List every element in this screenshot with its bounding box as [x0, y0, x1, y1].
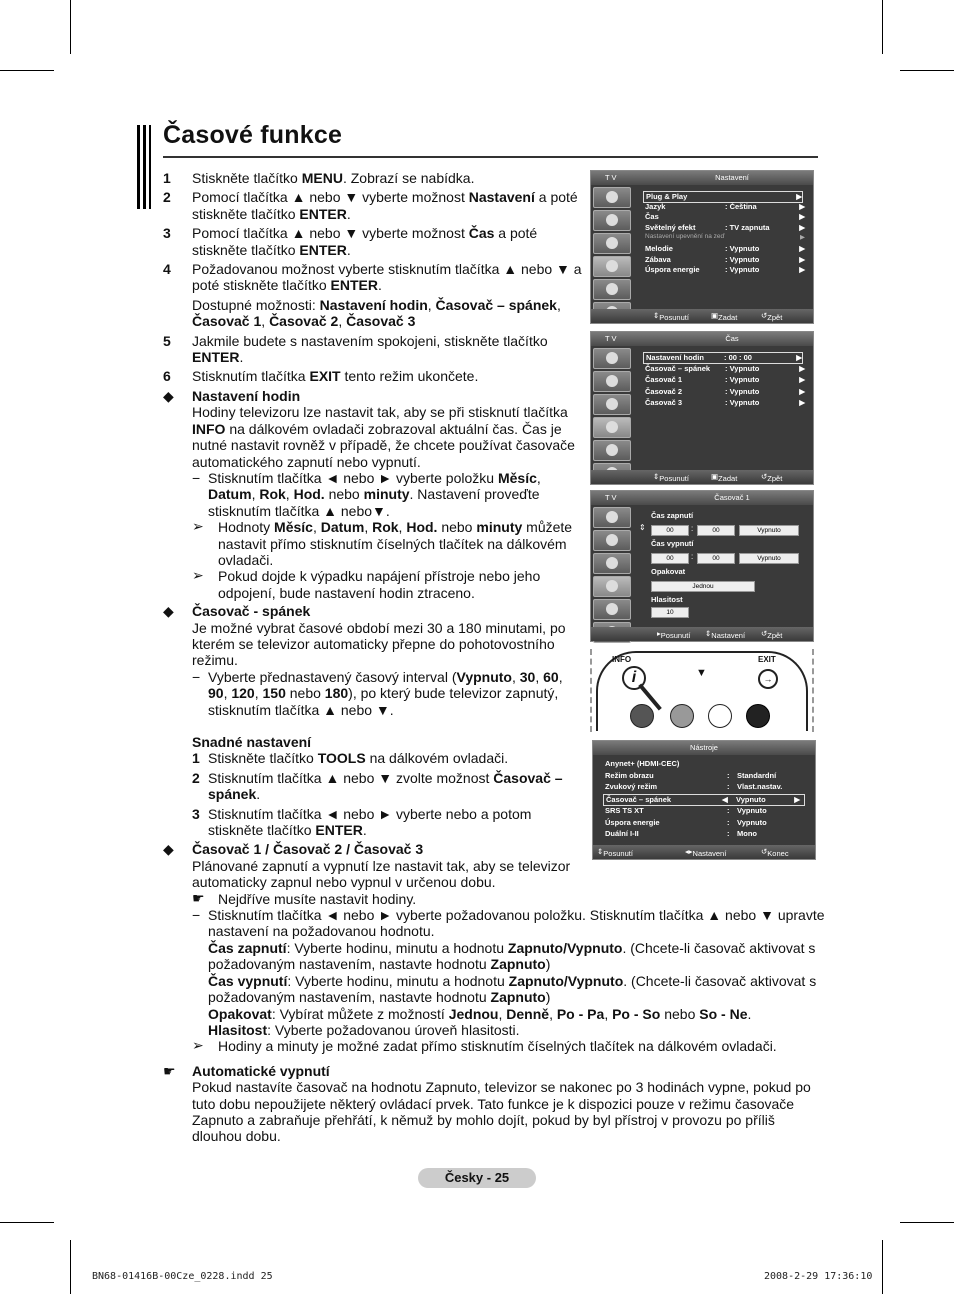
arrow-right-icon: ▶ [799, 212, 805, 222]
return-icon: ↺ Zpět [761, 629, 783, 640]
arrow-right-icon: ▶ [796, 353, 802, 362]
arrow-note-icon: ➢ [192, 567, 204, 584]
yellow-button [708, 704, 732, 728]
red-button [630, 704, 654, 728]
menu-item[interactable]: Zábava : Vypnuto ▶ [645, 254, 805, 264]
note: ➢ Hodnoty Měsíc, Datum, Rok, Hod. nebo minuty můžete nastavit přímo stisknutím číselných tlačítek na dálkovém ovladači. [192, 518, 573, 568]
menu-item[interactable]: Čas ▶ [645, 212, 805, 222]
menu-item[interactable]: Plug & Play ▶ [643, 191, 803, 203]
setup-icon [593, 256, 631, 277]
menu-item[interactable]: Časovač – spánek Vypnuto ◀ ▶ [603, 794, 805, 806]
menu-item[interactable]: Úspora energie : Vypnuto ▶ [645, 265, 805, 275]
section-body: Plánované zapnutí a vypnutí lze nastavit tak, aby se televizor automaticky zapnul nebo vypnul v určenou dobu. [192, 857, 571, 891]
arrow-note-icon: ➢ [192, 1037, 204, 1054]
picture-icon [593, 348, 631, 369]
section-body: Hodiny televizoru lze nastavit tak, aby se při stisknutí tlačítka INFO na dálkovém ovladači zobrazoval aktuální čas. Čas je nutné nastavit rovněž v případě, že chcete používat časovače automatického zapnutí nebo vypnutí. [192, 404, 575, 470]
crop-mark [900, 1222, 954, 1223]
channel-icon [593, 553, 631, 574]
snadne-step: 1 Stiskněte tlačítko TOOLS na dálkovém ovladači. [192, 750, 509, 767]
page-number: Česky - 25 [418, 1168, 536, 1188]
page-title: Časové funkce [163, 121, 343, 149]
section-body: Je možné vybrat časové období mezi 30 a 180 minutami, po kterém se televizor automaticky přepne do pohotovostního režimu. [192, 619, 566, 669]
section-body: Pokud nastavíte časovač na hodnotu Zapnuto, televizor se nakonec po 3 hodinách vypne, pokud po tuto dobu nepoužijete některý ovládací prvek. Tato funkce je k dispozici pouze v režimu časovače Zapnuto a zabraňuje přehřátí, k němuž by mohlo dojít, pokud by byl přístroj v provozu po příliš dlouhou dobu. [192, 1079, 811, 1145]
menu-item[interactable]: Časovač 2 : Vypnuto ▶ [645, 386, 805, 396]
info-label: INFO [612, 655, 632, 664]
adjust-icon: ⇕ Nastavení [705, 629, 746, 640]
return-icon: ↺ Zpět [761, 311, 783, 322]
arrow-right-icon: ▶ [796, 192, 802, 201]
diamond-bullet-icon: ◆ [163, 841, 174, 858]
crop-mark [0, 1222, 54, 1223]
picture-icon [593, 187, 631, 208]
step-item: 3 Pomocí tlačítka ▲ nebo ▼ vyberte možnost Čas a poté stiskněte tlačítko ENTER. [163, 225, 538, 258]
down-arrow-icon: ▼ [696, 667, 707, 679]
steps-list [163, 170, 583, 385]
menu-item[interactable]: Úspora energie Vypnuto : [605, 817, 767, 827]
crop-mark [900, 70, 954, 71]
arrow-right-icon: ▶ [799, 265, 805, 275]
step-item: Dostupné možnosti: Nastavení hodin, Časovač – spánek, Časovač 1, Časovač 2, Časovač 3 [192, 296, 561, 330]
arrow-right-icon: ▶ [799, 222, 805, 232]
input-icon [593, 440, 631, 461]
section-hodiny [163, 388, 583, 601]
sub-item: − Stisknutím tlačítka ◄ nebo ► vyberte požadovanou položku. Stisknutím tlačítka ▲ nebo ▼ upravte nastavení na požadovanou hodnotu. Čas zapnutí: Vyberte hodinu, minutu a hodnotu Zapnuto/Vypnuto. (Chcete-li časovač aktivovat s požadovaným nastavením, nastavte hodnotu Zapnuto) Čas vypnutí: Vyberte hodinu, minutu a hodnotu Zapnuto/Vypnuto. (Chcete-li časovač aktivovat s požadovaným nastavením, nastavte hodnotu Zapnuto) Opakovat: Vybírat můžete z možností Jednou, Denně, Po - Pa, Po - So nebo So - Ne. Hlasitost: Vyberte požadovanou úroveň hlasitosti. [192, 907, 825, 1038]
arrow-right-icon: ▶ [799, 363, 805, 373]
adjust-icon: ◂▸ Nastavení [685, 847, 727, 858]
menu-item[interactable]: SRS TS XT Vypnuto : [605, 805, 767, 815]
menu-item[interactable]: Duální I-II Mono : [605, 829, 757, 839]
note-hand: ☛ Nejdříve musíte nastavit hodiny. [192, 889, 417, 907]
arrow-right-icon: ▶ [799, 254, 805, 264]
menu-item[interactable]: Časovač 1 : Vypnuto ▶ [645, 375, 805, 384]
move-icon: ⇕ Posunutí [597, 847, 633, 858]
input-icon [593, 279, 631, 300]
note: ➢ Pokud dojde k výpadku napájení přístroje nebo jeho odpojení, bude nastavení hodin ztraceno. [192, 567, 541, 601]
menu-item[interactable]: Jazyk : Čeština ▶ [645, 201, 805, 211]
sound-icon [593, 210, 631, 231]
menu-item[interactable]: Časovač 3 : Vypnuto ▶ [645, 398, 805, 407]
menu-item[interactable]: Časovač – spánek : Vypnuto ▶ [645, 363, 805, 373]
channel-icon [593, 233, 631, 254]
move-icon: ▸ Posunutí [657, 629, 691, 640]
arrow-right-icon: ▶ [799, 201, 805, 211]
move-icon: ⇕ Posunutí [653, 472, 689, 483]
footer-file: BN68-01416B-00Cze_0228.indd 25 [92, 1271, 273, 1282]
sub-item: − Stisknutím tlačítka ◄ nebo ► vyberte položku Měsíc, Datum, Rok, Hod. nebo minuty. Nastavení proveďte stisknutím tlačítka ▲ nebo▼. [192, 469, 541, 519]
step-item: 6 Stisknutím tlačítka EXIT tento režim ukončete. [163, 368, 479, 385]
snadne-step: 3 Stisknutím tlačítka ◄ nebo ► vyberte nebo a potom stiskněte tlačítko ENTER. [192, 805, 532, 839]
title-rule [163, 156, 818, 158]
move-icon: ⇕ Posunutí [653, 311, 689, 322]
osd-menu-nastaveni: T V Nastavení Plug & Play ▶ Jazyk : Čeština ▶ Čas ▶ Světelný efekt : TV zapnuta ▶ Nastavení upevnění na zeď ▶ Melodie : Vypnuto ▶ Zábava : Vypnuto ▶ Úspora energie : Vypnuto ▶ ⇕ Posunutí ▣ Zadat ↺ Zpět [590, 170, 814, 324]
exit-label: EXIT [758, 655, 776, 664]
updown-icon: ⇕ [639, 523, 646, 532]
menu-item[interactable]: Režim obrazu Standardní : [605, 770, 777, 780]
arrow-right-icon: ▶ [799, 375, 805, 384]
sub-item: − Vyberte přednastavený časový interval (Vypnuto, 30, 60, 90, 120, 150 nebo 180), po který bude televizor zapnutý, stisknutím tlačítka ▲ nebo ▼. [192, 668, 563, 718]
section-auto [163, 1063, 812, 1145]
setup-icon [593, 576, 631, 597]
blue-button [746, 704, 770, 728]
picture-icon [593, 507, 631, 528]
osd-menu-casovac1: T V Časovač 1 Čas zapnutí ⇕ 00 : 00 Vypnuto Čas vypnutí 00 : 00 Vypnuto Opakovat Jednou Hlasitost 10 ▸ Posunutí ⇕ Nastavení ↺ Zpět [590, 490, 814, 642]
enter-icon: ▣ Zadat [711, 311, 738, 322]
remote-illustration [590, 649, 814, 732]
diamond-bullet-icon: ◆ [163, 387, 174, 404]
step-item: 2 Pomocí tlačítka ▲ nebo ▼ vyberte možnost Nastavení a poté stiskněte tlačítko ENTER. [163, 189, 578, 222]
hand-pointer-icon: ☛ [192, 889, 205, 906]
enter-icon: ▣ Zadat [711, 472, 738, 483]
input-icon [593, 599, 631, 620]
exit-button-icon: → [758, 669, 778, 689]
step-item: 1 Stiskněte tlačítko MENU. Zobrazí se nabídka. [163, 170, 475, 186]
hand-pointer-icon: ☛ [163, 1062, 176, 1079]
return-icon: ↺ Zpět [761, 472, 783, 483]
channel-icon [593, 394, 631, 415]
arrow-right-icon: ▶ [799, 398, 805, 407]
footer-date: 2008-2-29 17:36:10 [764, 1271, 873, 1282]
crop-mark [70, 1240, 71, 1294]
step-item: 4 Požadovanou možnost vyberte stisknutím tlačítka ▲ nebo ▼ a poté stiskněte tlačítko ENTER. [163, 261, 582, 294]
arrow-right-icon: ▶ [799, 244, 805, 253]
crop-mark [0, 70, 54, 71]
section-casovac [163, 841, 842, 1054]
arrow-note-icon: ➢ [192, 518, 204, 535]
snadne-heading: Snadné nastavení [192, 734, 312, 750]
osd-menu-nastroje: Nástroje Anynet+ (HDMI-CEC) Režim obrazu Standardní : Zvukový režim Vlast.nastav. : Časovač – spánek Vypnuto ◀ ▶ SRS TS XT Vypnuto : Úspora energie Vypnuto : Duální I-II Mono : ⇕ Posunutí ◂▸ Nastavení ↺ Konec [592, 740, 816, 860]
arrow-right-icon: ▶ [799, 386, 805, 396]
step-item: 5 Jakmile budete s nastavením spokojeni, stiskněte tlačítko ENTER. [163, 332, 548, 366]
osd-menu-cas: T V Čas Nastavení hodin : 00 : 00 ▶ Časovač – spánek : Vypnuto ▶ Časovač 1 : Vypnuto ▶ Časovač 2 : Vypnuto ▶ Časovač 3 : Vypnuto ▶ ⇕ Posunutí ▣ Zadat ↺ Zpět [590, 331, 814, 485]
snadne-steps [192, 750, 583, 838]
menu-item[interactable]: Zvukový režim Vlast.nastav. : [605, 782, 783, 792]
menu-item[interactable]: Nastavení hodin : 00 : 00 ▶ [643, 352, 803, 364]
arrow-right-icon: ▶ [800, 234, 805, 242]
sound-icon [593, 530, 631, 551]
section-heading: Časovač 1 / Časovač 2 / Časovač 3 [192, 841, 424, 858]
green-button [670, 704, 694, 728]
crop-mark [882, 0, 883, 54]
arrow-right-icon: ▶ [794, 795, 800, 805]
note: ➢ Hodiny a minuty je možné zadat přímo stisknutím číselných tlačítek na dálkovém ovladači. [192, 1037, 777, 1055]
crop-mark [882, 1240, 883, 1294]
menu-item[interactable]: Anynet+ (HDMI-CEC) [605, 759, 680, 768]
arrow-left-icon: ◀ [722, 795, 728, 805]
menu-item[interactable]: Světelný efekt : TV zapnuta ▶ [645, 222, 805, 232]
section-spanek [163, 603, 583, 838]
menu-item[interactable]: Melodie : Vypnuto ▶ [645, 244, 805, 253]
info-button-icon: i [622, 666, 646, 690]
setup-icon [593, 417, 631, 438]
return-icon: ↺ Konec [761, 847, 789, 858]
sound-icon [593, 371, 631, 392]
diamond-bullet-icon: ◆ [163, 603, 174, 620]
crop-mark [70, 0, 71, 54]
menu-item[interactable]: Nastavení upevnění na zeď ▶ [645, 233, 805, 242]
section-heading: Nastavení hodin [192, 387, 301, 404]
section-heading: Automatické vypnutí [192, 1062, 330, 1079]
section-heading: Časovač - spánek [192, 603, 311, 620]
snadne-step: 2 Stisknutím tlačítka ▲ nebo ▼ zvolte možnost Časovač – spánek. [192, 769, 563, 803]
